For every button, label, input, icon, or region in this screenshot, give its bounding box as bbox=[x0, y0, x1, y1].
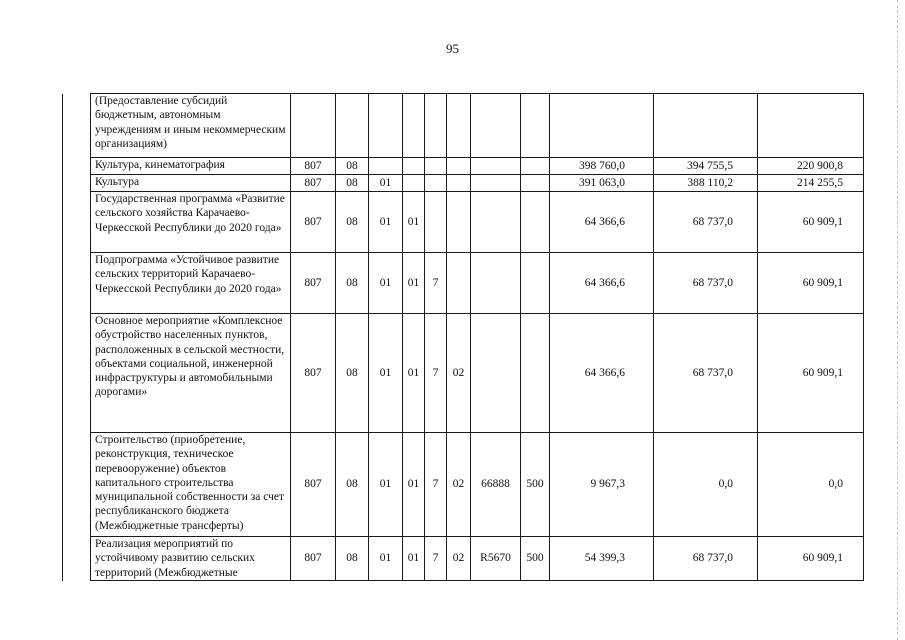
table-row bbox=[63, 314, 864, 433]
pr-cell: 01 bbox=[369, 253, 403, 314]
budget-table bbox=[62, 93, 864, 581]
direction-cell: 66888 bbox=[471, 433, 521, 537]
program-cell: 01 bbox=[403, 253, 425, 314]
subprogram-cell bbox=[425, 192, 447, 253]
year1-amount: 64 366,6 bbox=[550, 192, 654, 253]
pr-cell: 01 bbox=[369, 433, 403, 537]
pr-cell: 01 bbox=[369, 314, 403, 433]
vr-cell bbox=[521, 192, 550, 253]
year3-amount: 214 255,5 bbox=[758, 175, 864, 192]
vr-cell bbox=[521, 158, 550, 175]
pr-cell: 01 bbox=[369, 192, 403, 253]
ved-cell bbox=[291, 94, 336, 158]
program-cell bbox=[403, 158, 425, 175]
direction-cell bbox=[471, 158, 521, 175]
ved-cell: 807 bbox=[291, 537, 336, 581]
year1-amount bbox=[550, 94, 654, 158]
row-number-cell bbox=[63, 314, 91, 433]
year2-amount: 388 110,2 bbox=[654, 175, 758, 192]
page-number: 95 bbox=[446, 41, 459, 56]
table-row bbox=[63, 158, 864, 175]
vr-cell bbox=[521, 314, 550, 433]
rz-cell: 08 bbox=[336, 314, 369, 433]
row-name: Культура, кинематография bbox=[91, 158, 291, 175]
year2-amount: 0,0 bbox=[654, 433, 758, 537]
pr-cell: 01 bbox=[369, 537, 403, 581]
rz-cell: 08 bbox=[336, 253, 369, 314]
pr-cell bbox=[369, 94, 403, 158]
vr-cell bbox=[521, 175, 550, 192]
program-cell bbox=[403, 94, 425, 158]
year1-amount: 398 760,0 bbox=[550, 158, 654, 175]
year3-amount: 60 909,1 bbox=[758, 192, 864, 253]
year3-amount: 0,0 bbox=[758, 433, 864, 537]
row-name: Реализация мероприятий по устойчивому развитию сельских территорий (Межбюджетные bbox=[91, 537, 291, 581]
direction-cell bbox=[471, 175, 521, 192]
subprogram-cell bbox=[425, 158, 447, 175]
scan-edge-line bbox=[897, 0, 898, 640]
row-name: Культура bbox=[91, 175, 291, 192]
direction-cell bbox=[471, 192, 521, 253]
year2-amount bbox=[654, 94, 758, 158]
ved-cell: 807 bbox=[291, 158, 336, 175]
table-row bbox=[63, 253, 864, 314]
row-number-cell bbox=[63, 433, 91, 537]
year1-amount: 391 063,0 bbox=[550, 175, 654, 192]
ved-cell: 807 bbox=[291, 192, 336, 253]
subprogram-cell: 7 bbox=[425, 314, 447, 433]
year3-amount: 60 909,1 bbox=[758, 537, 864, 581]
rz-cell: 08 bbox=[336, 192, 369, 253]
program-cell: 01 bbox=[403, 433, 425, 537]
row-number-cell bbox=[63, 94, 91, 158]
subprogram-cell bbox=[425, 94, 447, 158]
year1-amount: 9 967,3 bbox=[550, 433, 654, 537]
row-name: Основное мероприятие «Комплексное обустройство населенных пунктов, расположенных в сельской местности, объектами социальной, инженерной инфраструктуры и автомобильными дорогами» bbox=[91, 314, 291, 433]
rz-cell: 08 bbox=[336, 175, 369, 192]
ved-cell: 807 bbox=[291, 175, 336, 192]
activity-cell bbox=[447, 94, 471, 158]
pr-cell bbox=[369, 158, 403, 175]
year2-amount: 68 737,0 bbox=[654, 192, 758, 253]
rz-cell bbox=[336, 94, 369, 158]
ved-cell: 807 bbox=[291, 433, 336, 537]
rz-cell: 08 bbox=[336, 158, 369, 175]
program-cell: 01 bbox=[403, 314, 425, 433]
row-number-cell bbox=[63, 158, 91, 175]
activity-cell bbox=[447, 192, 471, 253]
rz-cell: 08 bbox=[336, 433, 369, 537]
ved-cell: 807 bbox=[291, 314, 336, 433]
year3-amount: 60 909,1 bbox=[758, 314, 864, 433]
row-number-cell bbox=[63, 192, 91, 253]
activity-cell: 02 bbox=[447, 433, 471, 537]
vr-cell: 500 bbox=[521, 433, 550, 537]
year2-amount: 68 737,0 bbox=[654, 253, 758, 314]
activity-cell bbox=[447, 158, 471, 175]
row-name: Подпрограмма «Устойчивое развитие сельских территорий Карачаево-Черкесской Республики до 2020 года» bbox=[91, 253, 291, 314]
subprogram-cell: 7 bbox=[425, 433, 447, 537]
row-number-cell bbox=[63, 537, 91, 581]
activity-cell bbox=[447, 175, 471, 192]
year2-amount: 68 737,0 bbox=[654, 314, 758, 433]
row-name: Строительство (приобретение, реконструкция, техническое перевооружение) объектов капитального строительства муниципальной собственности за счет республиканского бюджета (Межбюджетные трансферты) bbox=[91, 433, 291, 537]
row-name: Государственная программа «Развитие сельского хозяйства Карачаево-Черкесской Республики до 2020 года» bbox=[91, 192, 291, 253]
table-row bbox=[63, 433, 864, 537]
subprogram-cell bbox=[425, 175, 447, 192]
program-cell: 01 bbox=[403, 192, 425, 253]
rz-cell: 08 bbox=[336, 537, 369, 581]
row-number-cell bbox=[63, 175, 91, 192]
pr-cell: 01 bbox=[369, 175, 403, 192]
table-row bbox=[63, 537, 864, 581]
row-name: (Предоставление субсидий бюджетным, автономным учреждениям и иным некоммерческим организациям) bbox=[91, 94, 291, 158]
year3-amount: 60 909,1 bbox=[758, 253, 864, 314]
direction-cell bbox=[471, 94, 521, 158]
row-number-cell bbox=[63, 253, 91, 314]
year3-amount bbox=[758, 94, 864, 158]
subprogram-cell: 7 bbox=[425, 537, 447, 581]
year1-amount: 64 366,6 bbox=[550, 314, 654, 433]
ved-cell: 807 bbox=[291, 253, 336, 314]
activity-cell: 02 bbox=[447, 537, 471, 581]
vr-cell bbox=[521, 94, 550, 158]
year2-amount: 68 737,0 bbox=[654, 537, 758, 581]
activity-cell: 02 bbox=[447, 314, 471, 433]
year1-amount: 54 399,3 bbox=[550, 537, 654, 581]
year1-amount: 64 366,6 bbox=[550, 253, 654, 314]
program-cell bbox=[403, 175, 425, 192]
vr-cell: 500 bbox=[521, 537, 550, 581]
table-row bbox=[63, 192, 864, 253]
table-row bbox=[63, 94, 864, 158]
direction-cell: R5670 bbox=[471, 537, 521, 581]
direction-cell bbox=[471, 253, 521, 314]
direction-cell bbox=[471, 314, 521, 433]
program-cell: 01 bbox=[403, 537, 425, 581]
vr-cell bbox=[521, 253, 550, 314]
table-row bbox=[63, 175, 864, 192]
year2-amount: 394 755,5 bbox=[654, 158, 758, 175]
activity-cell bbox=[447, 253, 471, 314]
year3-amount: 220 900,8 bbox=[758, 158, 864, 175]
subprogram-cell: 7 bbox=[425, 253, 447, 314]
